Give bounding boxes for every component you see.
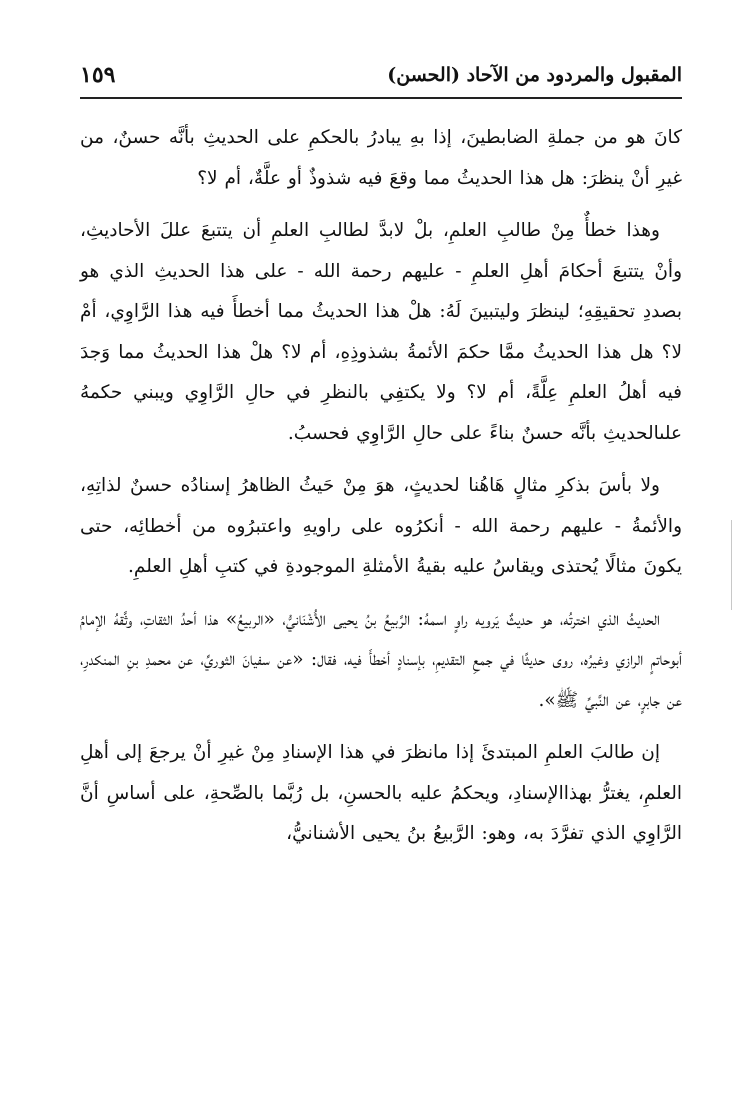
page-body bbox=[80, 118, 682, 867]
paragraph-2: وهذا خطأٌ مِنْ طالبِ العلمِ، بلْ لابدَّ لطالبِ العلمِ أن يتتبعَ عللَ الأحاديثِ، وأنْ يتتبعَ أحكامَ أهلِ العلمِ - عليهم رحمة الله - على هذا الحديثِ الذي هو بصددِ تحقيقِهِ؛ لينظرَ وليتبينَ لَهُ: هلْ هذا الحديثُ مما أخطأَ فيه هذا الرَّاوِي، أمْ لا؟ هل هذا الحديثُ ممَّا حكمَ الأئمةُ بشذوذِهِ، أم لا؟ هلْ هذا الحديثُ مما وَجدَ فيه أهلُ العلمِ عِلَّةً، أم لا؟ ولا يكتفِي بالنظرِ في حالِ الرَّاوِي ويبني حكمهُ علىالحديثِ بأنَّه حسنٌ بناءً على حالِ الرَّاوِي فحسبُ. bbox=[80, 220, 682, 444]
page-header bbox=[80, 56, 682, 94]
paragraph-3: ولا بأسَ بذكرِ مثالٍ هَاهُنا لحديثٍ، هوَ مِنْ حَيثُ الظاهرُ إسنادُه حسنٌ لذاتِهِ، والأئمةُ - عليهم رحمة الله - أنكرُوه على راويهِ واعتبرُوه من أخطائِه، حتى يكونَ مثالًا يُحتذى ويقاسُ عليه بقيةُ الأمثلةِ الموجودةِ في كتبِ أهلِ العلمِ. bbox=[80, 475, 682, 577]
page-number: ١٥٩ bbox=[80, 62, 116, 88]
paragraph-4: الحديثُ الذي اخترتُه، هو حديثٌ يَرويه راوٍ اسمهُ: الرَّبيعُ بنُ يحيى الأُشْنَانيُّ، «الربيعُ» هذا أحدُ الثقاتِ، وثَّقهُ الإمامُ أبوحاتمٍ الرازي وغيرُه، روى حديثًا في جمعِ التقديمِ، بإسنادٍ أخطأَ فيه، فقال: «عن سفيانَ الثوريِّ، عن محمدِ بنِ المنكدرِ، عن جابرٍ، عن النَّبيِّ ﷺ». bbox=[80, 608, 682, 711]
header-divider bbox=[80, 97, 682, 99]
paragraph-5: إن طالبَ العلمِ المبتدئَ إذا مانظرَ في هذا الإسنادِ مِنْ غيرِ أنْ يرجعَ إلى أهلِ العلمِ، يغترُّ بهذاالإسنادِ، ويحكمُ عليه بالحسنِ، بل رُبَّما بالصِّحةِ، على أساسِ أنَّ الرَّاوِي الذي تفرَّدَ به، وهو: الرَّبيعُ بنُ يحيى الأشنانيُّ، bbox=[80, 742, 682, 844]
running-title: المقبول والمردود من الآحاد (الحسن) bbox=[387, 64, 682, 86]
scan-edge-line bbox=[731, 520, 732, 610]
paragraph-1: كانَ هو من جملةِ الضابطينَ، إذا بهِ يبادرُ بالحكمِ على الحديثِ بأنَّه حسنٌ، من غيرِ أنْ ينظرَ: هل هذا الحديثُ مما وقعَ فيه شذوذٌ أو علَّةٌ، أم لا؟ bbox=[80, 127, 682, 189]
